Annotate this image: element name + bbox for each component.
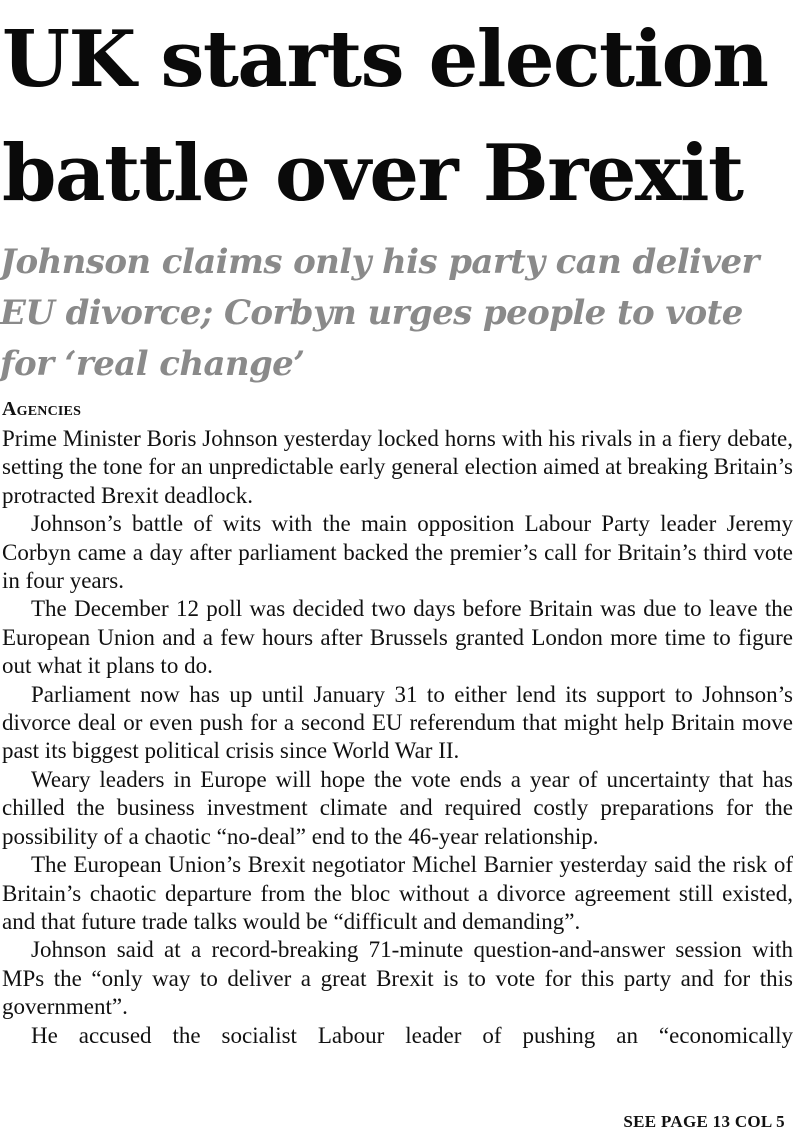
subhead-line-2: EU divorce; Corbyn urges people to vote xyxy=(0,293,743,333)
paragraph: Johnson’s battle of wits with the main opposition Labour Party leader Jeremy Corbyn came a day after parliament backed the premier’s call for Britain’s third vote in four years. xyxy=(2,511,793,594)
headline-line-2: battle over Brexit xyxy=(2,128,743,219)
paragraph: Weary leaders in Europe will hope the vote ends a year of uncertainty that has chilled the business investment climate and required costly preparations for the possibility of a chaotic “no-deal” end to the 46-year relationship. xyxy=(2,766,793,849)
headline-line-1: UK starts election xyxy=(2,14,768,105)
paragraph: Parliament now has up until January 31 to either lend its support to Johnson’s divorce deal or even push for a second EU referendum that might help Britain move past its biggest political crisis since World War II. xyxy=(2,681,793,764)
headline xyxy=(0,3,793,231)
paragraph: Prime Minister Boris Johnson yesterday locked horns with his rivals in a fiery debate, setting the tone for an unpredictable early general election aimed at breaking Britain’s protracted Brexit deadlock. xyxy=(2,426,793,508)
byline: Agencies xyxy=(2,398,82,420)
paragraph: The December 12 poll was decided two days before Britain was due to leave the European Union and a few hours after Brussels granted London more time to figure out what it plans to do. xyxy=(2,596,793,679)
subheadline xyxy=(0,237,793,390)
paragraph: Johnson said at a record-breaking 71-minute question-and-answer session with MPs the “only way to deliver a great Brexit is to vote for this party and for this government”. xyxy=(2,937,793,1020)
subhead-line-1: Johnson claims only his party can deliver xyxy=(0,242,759,282)
subhead-line-3: for ‘real change’ xyxy=(0,344,305,384)
article-body xyxy=(2,425,793,1050)
paragraph: The European Union’s Brexit negotiator Michel Barnier yesterday said the risk of Britain’s chaotic departure from the bloc without a divorce agreement still existed, and that future trade talks would be “difficult and demanding”. xyxy=(2,852,793,934)
paragraph: He accused the socialist Labour leader of pushing an “economically xyxy=(31,1022,793,1048)
continuation-note: SEE PAGE 13 COL 5 xyxy=(623,1112,785,1131)
